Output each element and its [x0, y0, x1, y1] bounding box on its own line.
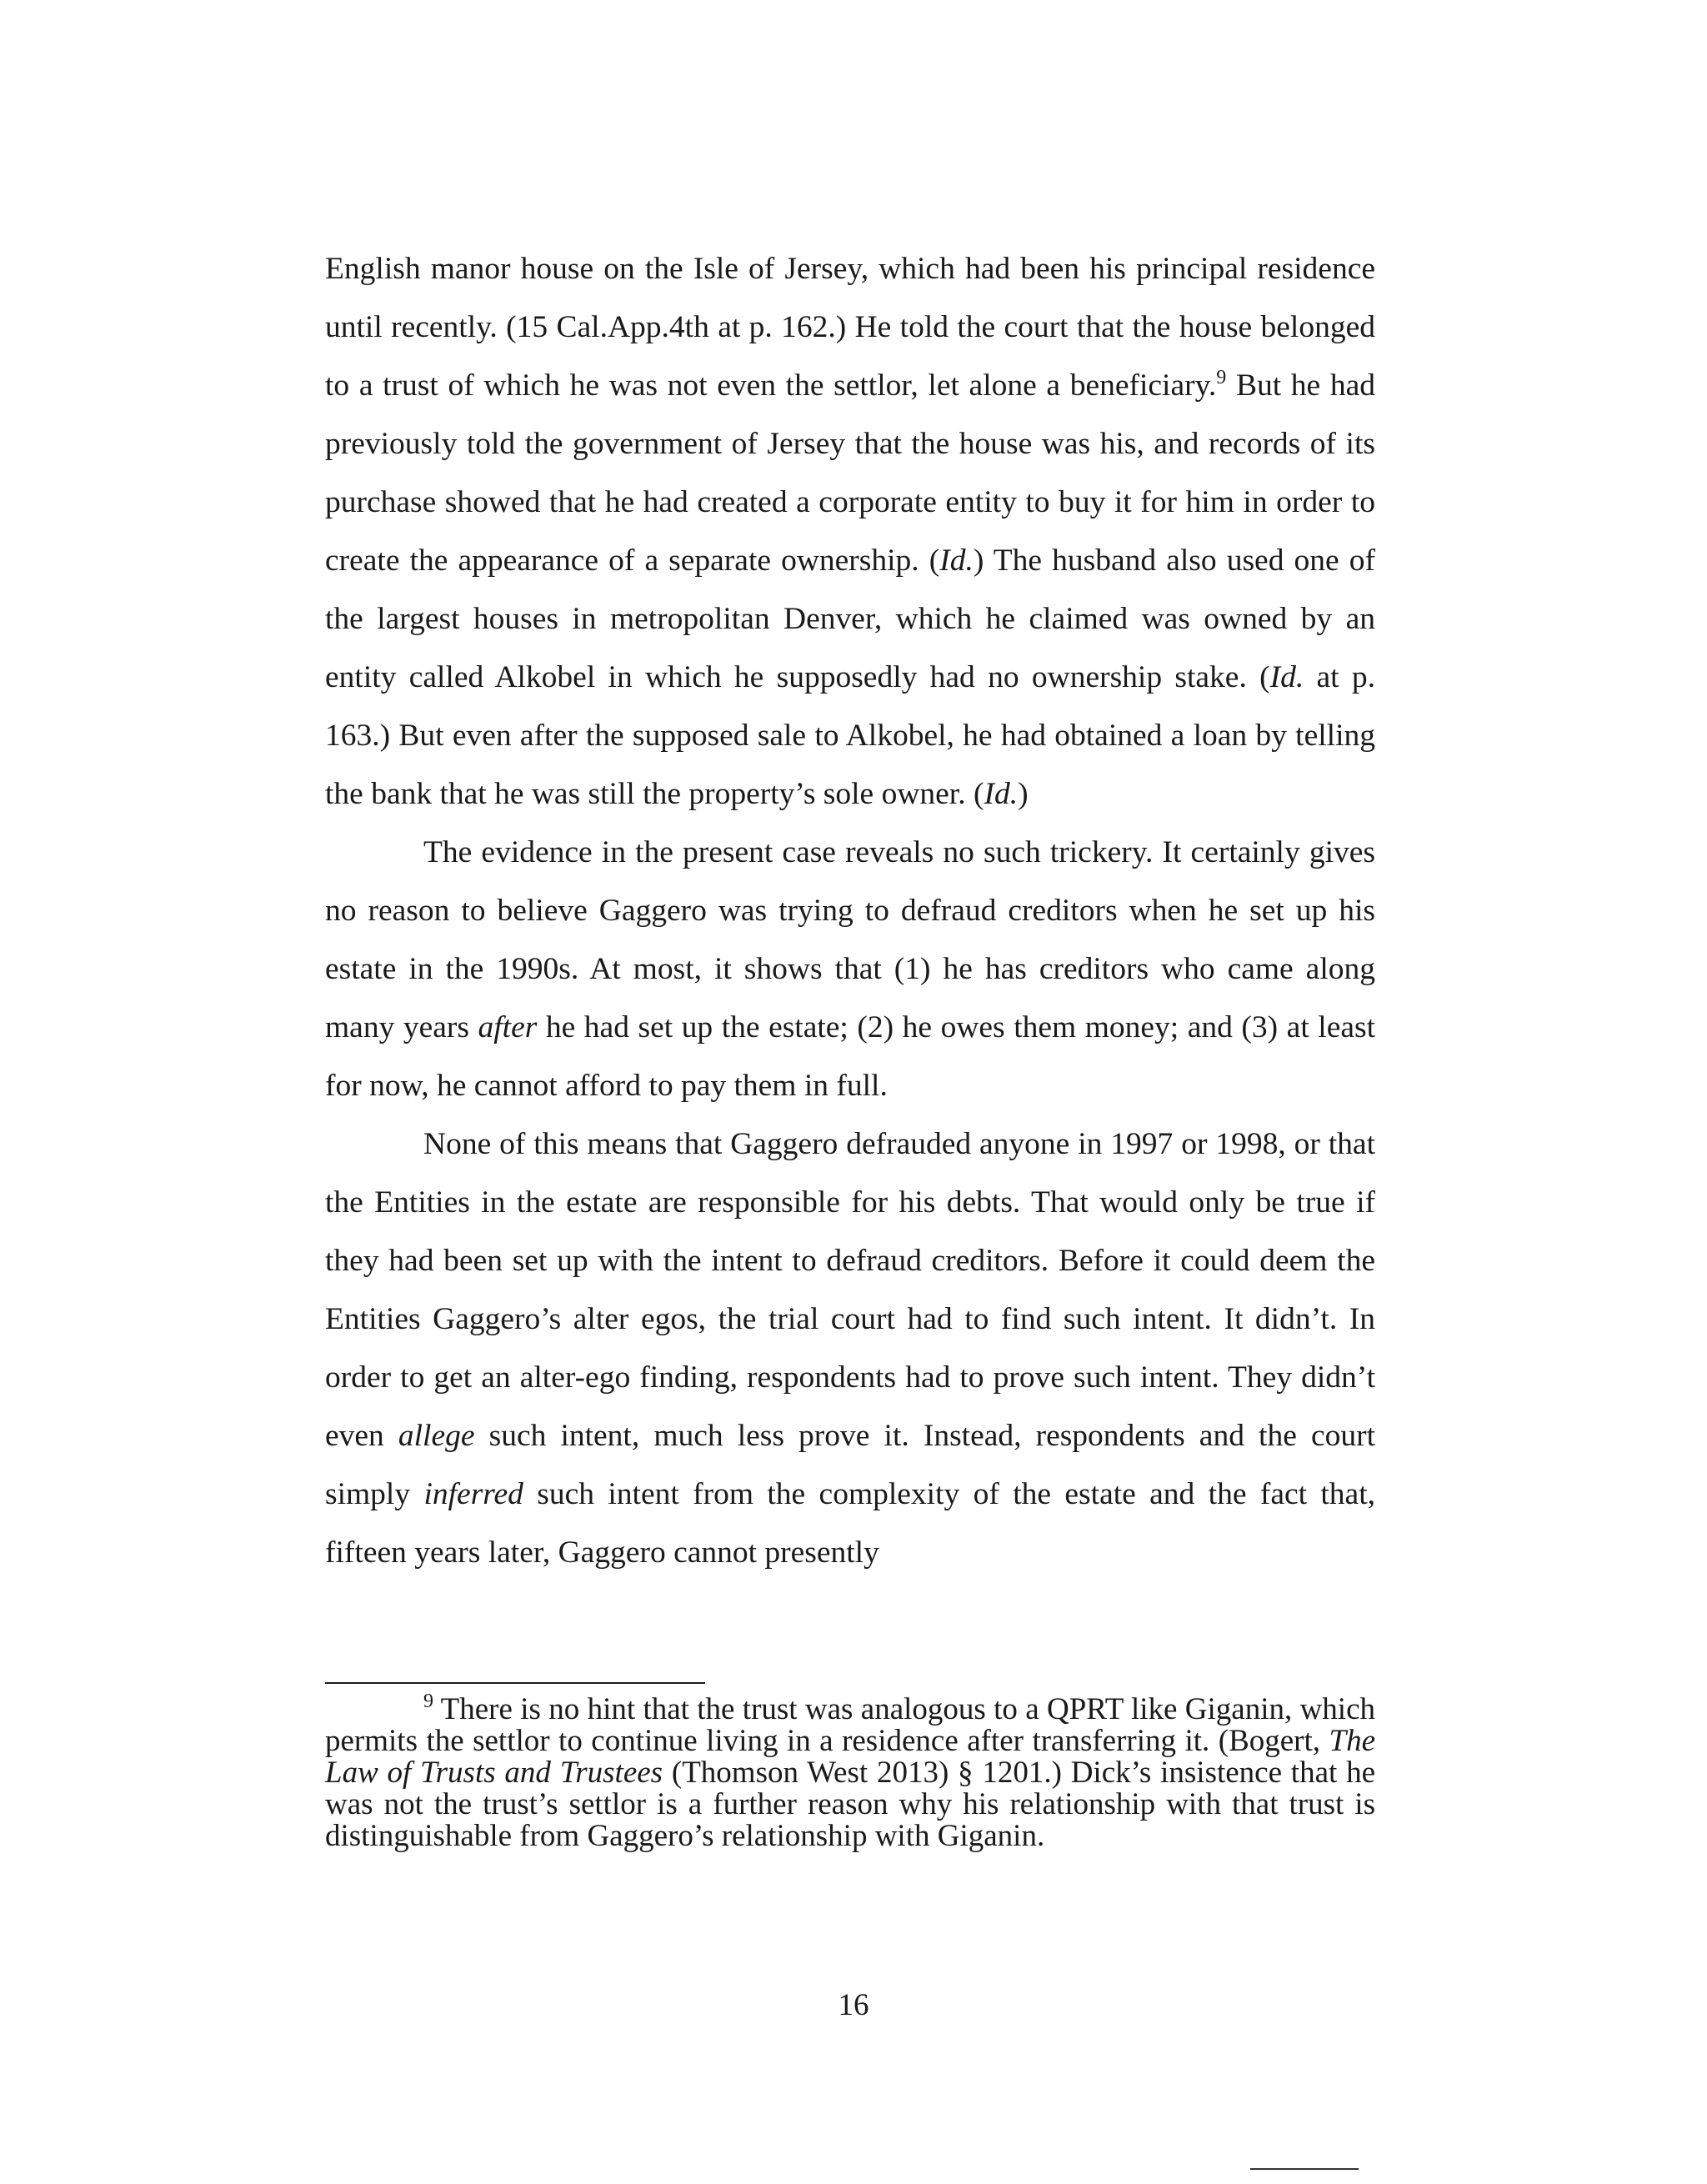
footnote-9: $^9$ There is no hint that the trust was analogous to a QPRT like Giganin, which permits the settlor to continue living in a residence after transferring it. (Bogert, The Law of Trusts and Trustees (Thomson West 2013) § 1201.) Dick’s insistence that he was not the trust’s settlor is a further reason why his relationship with that trust is distinguishable from Gaggero’s relationship with Giganin.: [325, 1691, 1376, 1853]
book-title: The Law of Trusts and Trustees: [325, 1724, 1375, 1790]
emphasis-after: after: [478, 1010, 538, 1044]
citation-id: Id.: [1269, 660, 1304, 694]
page-number: 16: [838, 1988, 869, 2022]
footnote-number: 9: [423, 1691, 433, 1712]
paragraph-2: The evidence in the present case reveals no such trickery. It certainly gives no reason to believe Gaggero was trying to defraud creditors when he set up his estate in the 1990s. At most, it shows that (1) he has creditors who came along many years after he had set up the estate; (2) he owes them money; and (3) at least for now, he cannot afford to pay them in full.: [325, 835, 1375, 1103]
footnote-reference[interactable]: 9: [1216, 367, 1227, 388]
paragraph-3: None of this means that Gaggero defrauded anyone in 1997 or 1998, or that the Entities in the estate are responsible for his debts. That would only be true if they had been set up with the intent to defraud creditors. Before it could deem the Entities Gaggero’s alter egos, the trial court had to find such intent. It didn’t. In order to get an alter-ego finding, respondents had to prove such intent. They didn’t even allege such intent, much less prove it. Instead, respondents and the court simply inferred such intent from the complexity of the estate and the fact that, fifteen years later, Gaggero cannot presently: [325, 1127, 1375, 1570]
emphasis-inferred: inferred: [423, 1477, 523, 1511]
paragraph-1: English manor house on the Isle of Jersey, which had been his principal residence until recently. (15 Cal.App.4th at p. 162.) He told the court that the house belonged to a trust of which he was not even the settlor, let alone a beneficiary.$^9$ But he had previously told the government of Jersey that the house was his, and records of its purchase showed that he had created a corporate entity to buy it for him in order to create the appearance of a separate ownership. (Id.) The husband also used one of the largest houses in metropolitan Denver, which he claimed was owned by an entity called Alkobel in which he supposedly had no ownership stake. (Id. at p. 163.) But even after the supposed sale to Alkobel, he had obtained a loan by telling the bank that he was still the property’s sole owner. (Id.): [325, 252, 1375, 811]
scan-edge-mark: [1250, 2168, 1359, 2170]
body-text: [325, 240, 1375, 1582]
footnote-divider: [325, 1682, 705, 1684]
citation-id: Id.: [984, 777, 1019, 811]
emphasis-allege: allege: [398, 1419, 475, 1453]
citation-id: Id.: [939, 543, 974, 578]
